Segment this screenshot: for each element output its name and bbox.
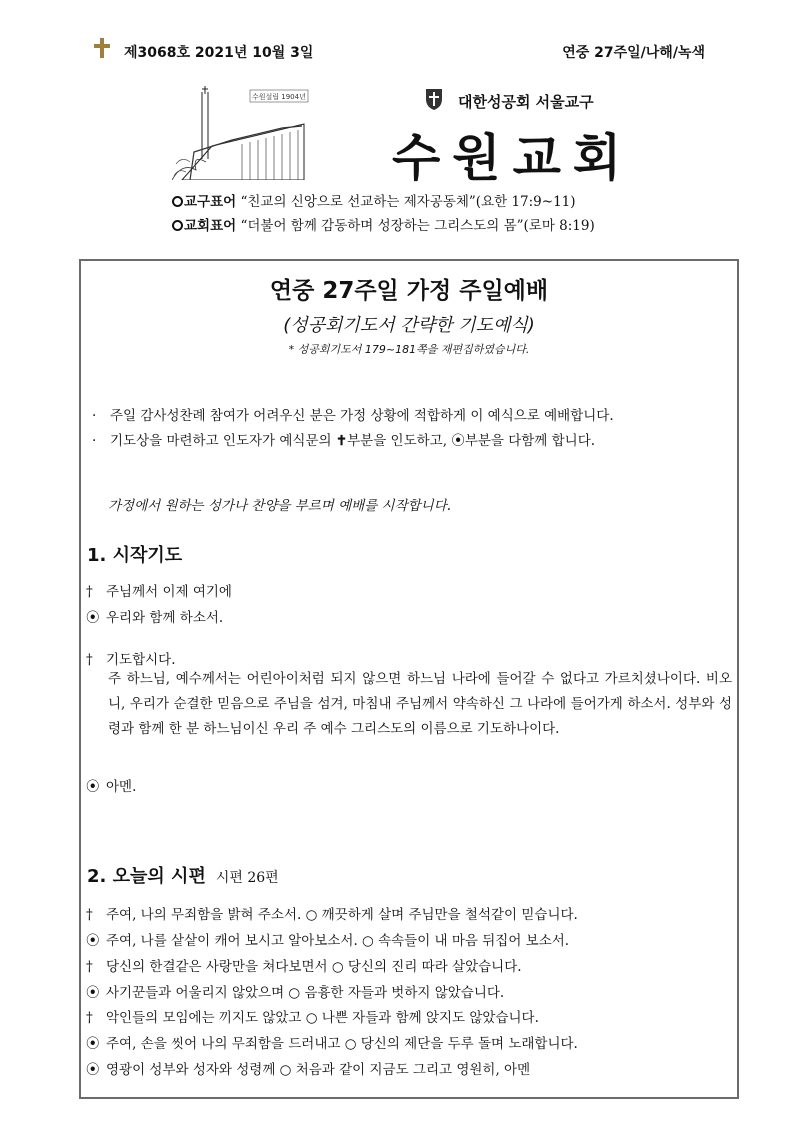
instruction-text: 부분을 다함께 합니다. [464,433,596,449]
line-text: 주여, 나를 샅샅이 캐어 보시고 알아보소서. ○ 속속들이 내 마음 뒤집어 보소서. [106,933,570,949]
service-title: 연중 27주일 가정 주일예배 [269,278,549,304]
psalm-line [86,1032,578,1052]
leader-mark: † [86,584,93,600]
people-mark: ⦿ [86,1036,100,1052]
instructions [92,404,614,454]
circle-icon [172,196,183,207]
people-mark: ⦿ [86,779,100,795]
line-text: 우리와 함께 하소서. [106,610,224,626]
people-mark: ⦿ [86,1062,100,1078]
litany-line [86,648,176,668]
litany-line [86,775,136,795]
church-illustration [172,84,312,180]
diocese-name: 대한성공회 서울교구 [458,93,594,111]
instruction-item [92,429,614,454]
psalm-line [86,1058,530,1078]
mottos [172,190,595,238]
leader-mark: † [86,959,93,975]
leader-mark: † [86,907,93,923]
diocese-seal-icon [424,87,444,111]
psalm-line [86,955,522,975]
people-mark: ⦿ [86,610,100,626]
line-text: 당신의 한결같은 사랑만을 쳐다보면서 ○ 당신의 진리 따라 살았습니다. [106,959,522,975]
line-text: 주님께서 이제 여기에 [106,584,232,600]
cross-icon [92,38,112,58]
image-caption: 수원설립 1904년 [252,93,306,101]
leader-mark: † [86,1010,93,1026]
cross-mark: ✝ [335,433,348,449]
leader-mark: † [86,652,93,668]
section-heading-text: 2. 오늘의 시편 [87,866,206,887]
line-text: 주여, 손을 씻어 나의 무죄함을 드러내고 ○ 당신의 제단을 두루 돌며 노래합니다. [106,1036,578,1052]
line-text: 아멘. [106,779,137,795]
people-mark: ⦿ [86,985,100,1001]
instruction-item [92,404,614,429]
opening-prayer: 주 하느님, 예수께서는 어린아이처럼 되지 않으면 하느님 나라에 들어갈 수 없다고 가르치셨나이다. 비오니, 우리가 순결한 믿음으로 주님을 섬겨, 마침내 주님께서 약속하신 그 나라에 들어가게 하소서. 성부와 성령과 함께 한 분 하느님이신 우리 주 예수 그리스도의 이름으로 기도하나이다. [108,671,732,737]
motto-text: “더불어 함께 감동하며 성장하는 그리스도의 몸”(로마 8:19) [240,218,595,234]
psalm-reference: 시편 26편 [215,870,279,886]
issue-date: 제3068호 2021년 10월 3일 [124,45,314,61]
section-heading [87,862,279,888]
line-text: 사기꾼들과 어울리지 않았으며 ○ 음흉한 자들과 벗하지 않았습니다. [106,985,505,1001]
diocese-motto [172,190,595,214]
psalm-line [86,1006,539,1026]
intro-rubric: 가정에서 원하는 성가나 찬양을 부르며 예배를 시작합니다. [108,498,452,514]
litany-line [86,606,223,626]
motto-text: “친교의 신앙으로 선교하는 제자공동체”(요한 17:9~11) [240,194,576,210]
bulletin-top-bar [92,38,705,62]
motto-label: 교구표어 [184,194,237,210]
bullet: · [92,408,97,424]
instruction-text: 주일 감사성찬례 참여가 어려우신 분은 가정 상황에 적합하게 이 예식으로 예배합니다. [110,408,614,424]
section-heading: 1. 시작기도 [87,545,183,566]
psalm-line [86,903,578,923]
instruction-text: 기도상을 마련하고 인도자가 예식문의 [110,433,336,449]
people-mark: ⦿ [86,933,100,949]
line-text: 주여, 나의 무죄함을 밝혀 주소서. ○ 깨끗하게 살며 주님만을 철석같이 믿습니다. [106,907,578,923]
service-subtitle: (성공회기도서 간략한 기도예식) [283,315,535,336]
bullet: · [92,433,97,449]
church-name: 수원교회 [392,128,634,187]
service-note: * 성공회기도서 179~181쪽을 재편집하였습니다. [288,343,530,356]
circle-dot-mark: ⦿ [451,433,465,449]
psalm-line [86,929,569,949]
circle-icon [172,220,183,231]
litany-line [86,580,232,600]
line-text: 악인들의 모임에는 끼지도 않았고 ○ 나쁜 자들과 함께 앉지도 않았습니다. [106,1010,539,1026]
liturgical-season: 연중 27주일/나해/녹색 [562,45,705,61]
line-text: 영광이 성부와 성자와 성령께 ○ 처음과 같이 지금도 그리고 영원히, 아멘 [106,1062,531,1078]
line-text: 기도합시다. [106,652,176,668]
instruction-text: 부분을 인도하고, [347,433,452,449]
psalm-line [86,981,504,1001]
motto-label: 교회표어 [184,218,237,234]
church-motto [172,214,595,238]
